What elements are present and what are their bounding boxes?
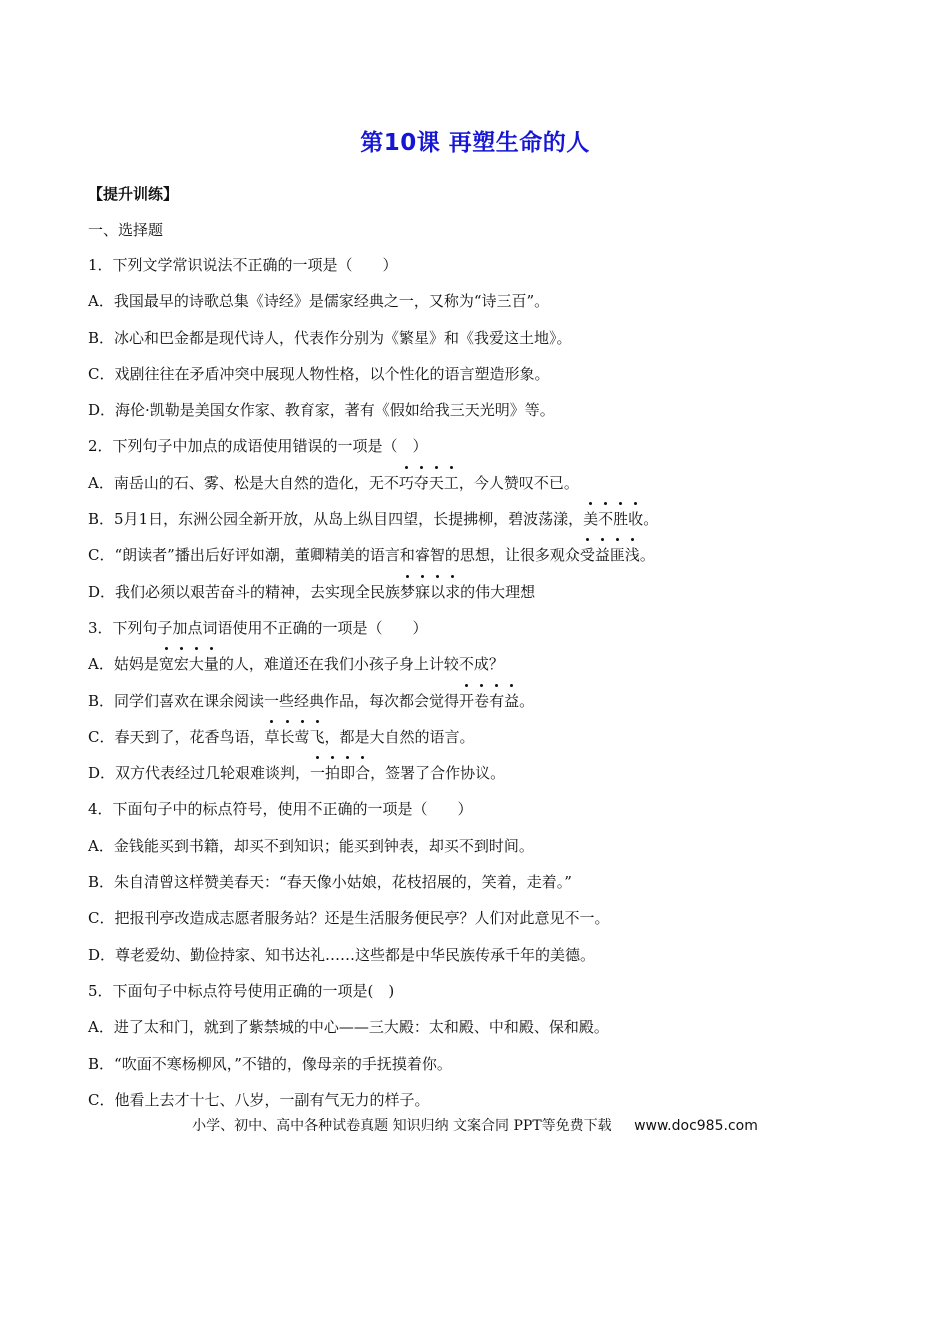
answer-option: D．尊老爱幼、勤俭持家、知书达礼……这些都是中华民族传承千年的美德。	[88, 945, 596, 964]
page-title: 第10课 再塑生命的人	[360, 130, 590, 156]
question-stem: 1．下列文学常识说法不正确的一项是（ ）	[88, 256, 398, 274]
answer-option: D．双方代表经过几轮艰难谈判，一拍即合，签署了合作协议。	[88, 764, 506, 783]
question-stem: 2．下列句子中加点的成语使用错误的一项是（ ）	[88, 437, 428, 456]
answer-option: A．进了太和门，就到了紫禁城的中心——三大殿：太和殿、中和殿、保和殿。	[88, 1018, 609, 1037]
answer-option: B．朱自清曾这样赞美春天：“春天像小姑娘，花枝招展的，笑着，走着。”	[88, 873, 572, 892]
answer-option: C．把报刊亭改造成志愿者服务站？还是生活服务便民亭？人们对此意见不一。	[88, 909, 610, 928]
question-list	[88, 254, 868, 1125]
question-stem: 4．下面句子中的标点符号，使用不正确的一项是（ ）	[88, 800, 473, 819]
footer-text: 小学、初中、高中各种试卷真题 知识归纳 文案合同 PPT等免费下载	[192, 1118, 612, 1134]
part-title: 一、选择题	[88, 221, 164, 239]
section-heading: 【提升训练】	[88, 185, 179, 203]
question-stem: 3．下列句子加点词语使用不正确的一项是（ ）	[88, 618, 428, 637]
answer-option: C．“朗读者”播出后好评如潮，董卿精美的语言和睿智的思想，让很多观众受益匪浅。	[88, 546, 655, 565]
answer-option: A．金钱能买到书籍，却买不到知识；能买到钟表，却买不到时间。	[88, 836, 534, 855]
answer-option: C．他看上去才十七、八岁，一副有气无力的样子。	[88, 1090, 430, 1109]
answer-option: B．5月1日，东洲公园全新开放，从岛上纵目四望，长提拂柳，碧波荡漾，美不胜收。	[88, 510, 659, 529]
answer-option: D．海伦·凯勒是美国女作家、教育家，著有《假如给我三天光明》等。	[88, 401, 555, 420]
answer-option: B．冰心和巴金都是现代诗人，代表作分别为《繁星》和《我爱这土地》。	[88, 328, 572, 347]
answer-option: A．我国最早的诗歌总集《诗经》是儒家经典之一，又称为“诗三百”。	[88, 292, 550, 311]
answer-option: C．春天到了，花香鸟语，草长莺飞，都是大自然的语言。	[88, 727, 475, 746]
question-stem: 5．下面句子中标点符号使用正确的一项是( )	[88, 981, 395, 1000]
answer-option: B．同学们喜欢在课余阅读一些经典作品，每次都会觉得开卷有益。	[88, 691, 535, 710]
answer-option: A．姑妈是宽宏大量的人，难道还在我们小孩子身上计较不成？	[88, 655, 504, 674]
answer-option: D．我们必须以艰苦奋斗的精神，去实现全民族梦寐以求的伟大理想	[88, 582, 536, 601]
answer-option: A．南岳山的石、雾、松是大自然的造化，无不巧夺天工，今人赞叹不已。	[88, 473, 579, 492]
footer	[0, 1115, 950, 1135]
answer-option: C．戏剧往往在矛盾冲突中展现人物性格，以个性化的语言塑造形象。	[88, 364, 550, 383]
footer-site-link[interactable]: www.doc985.com	[634, 1118, 758, 1134]
answer-option: B．“吹面不寒杨柳风，”不错的，像母亲的手抚摸着你。	[88, 1054, 452, 1073]
